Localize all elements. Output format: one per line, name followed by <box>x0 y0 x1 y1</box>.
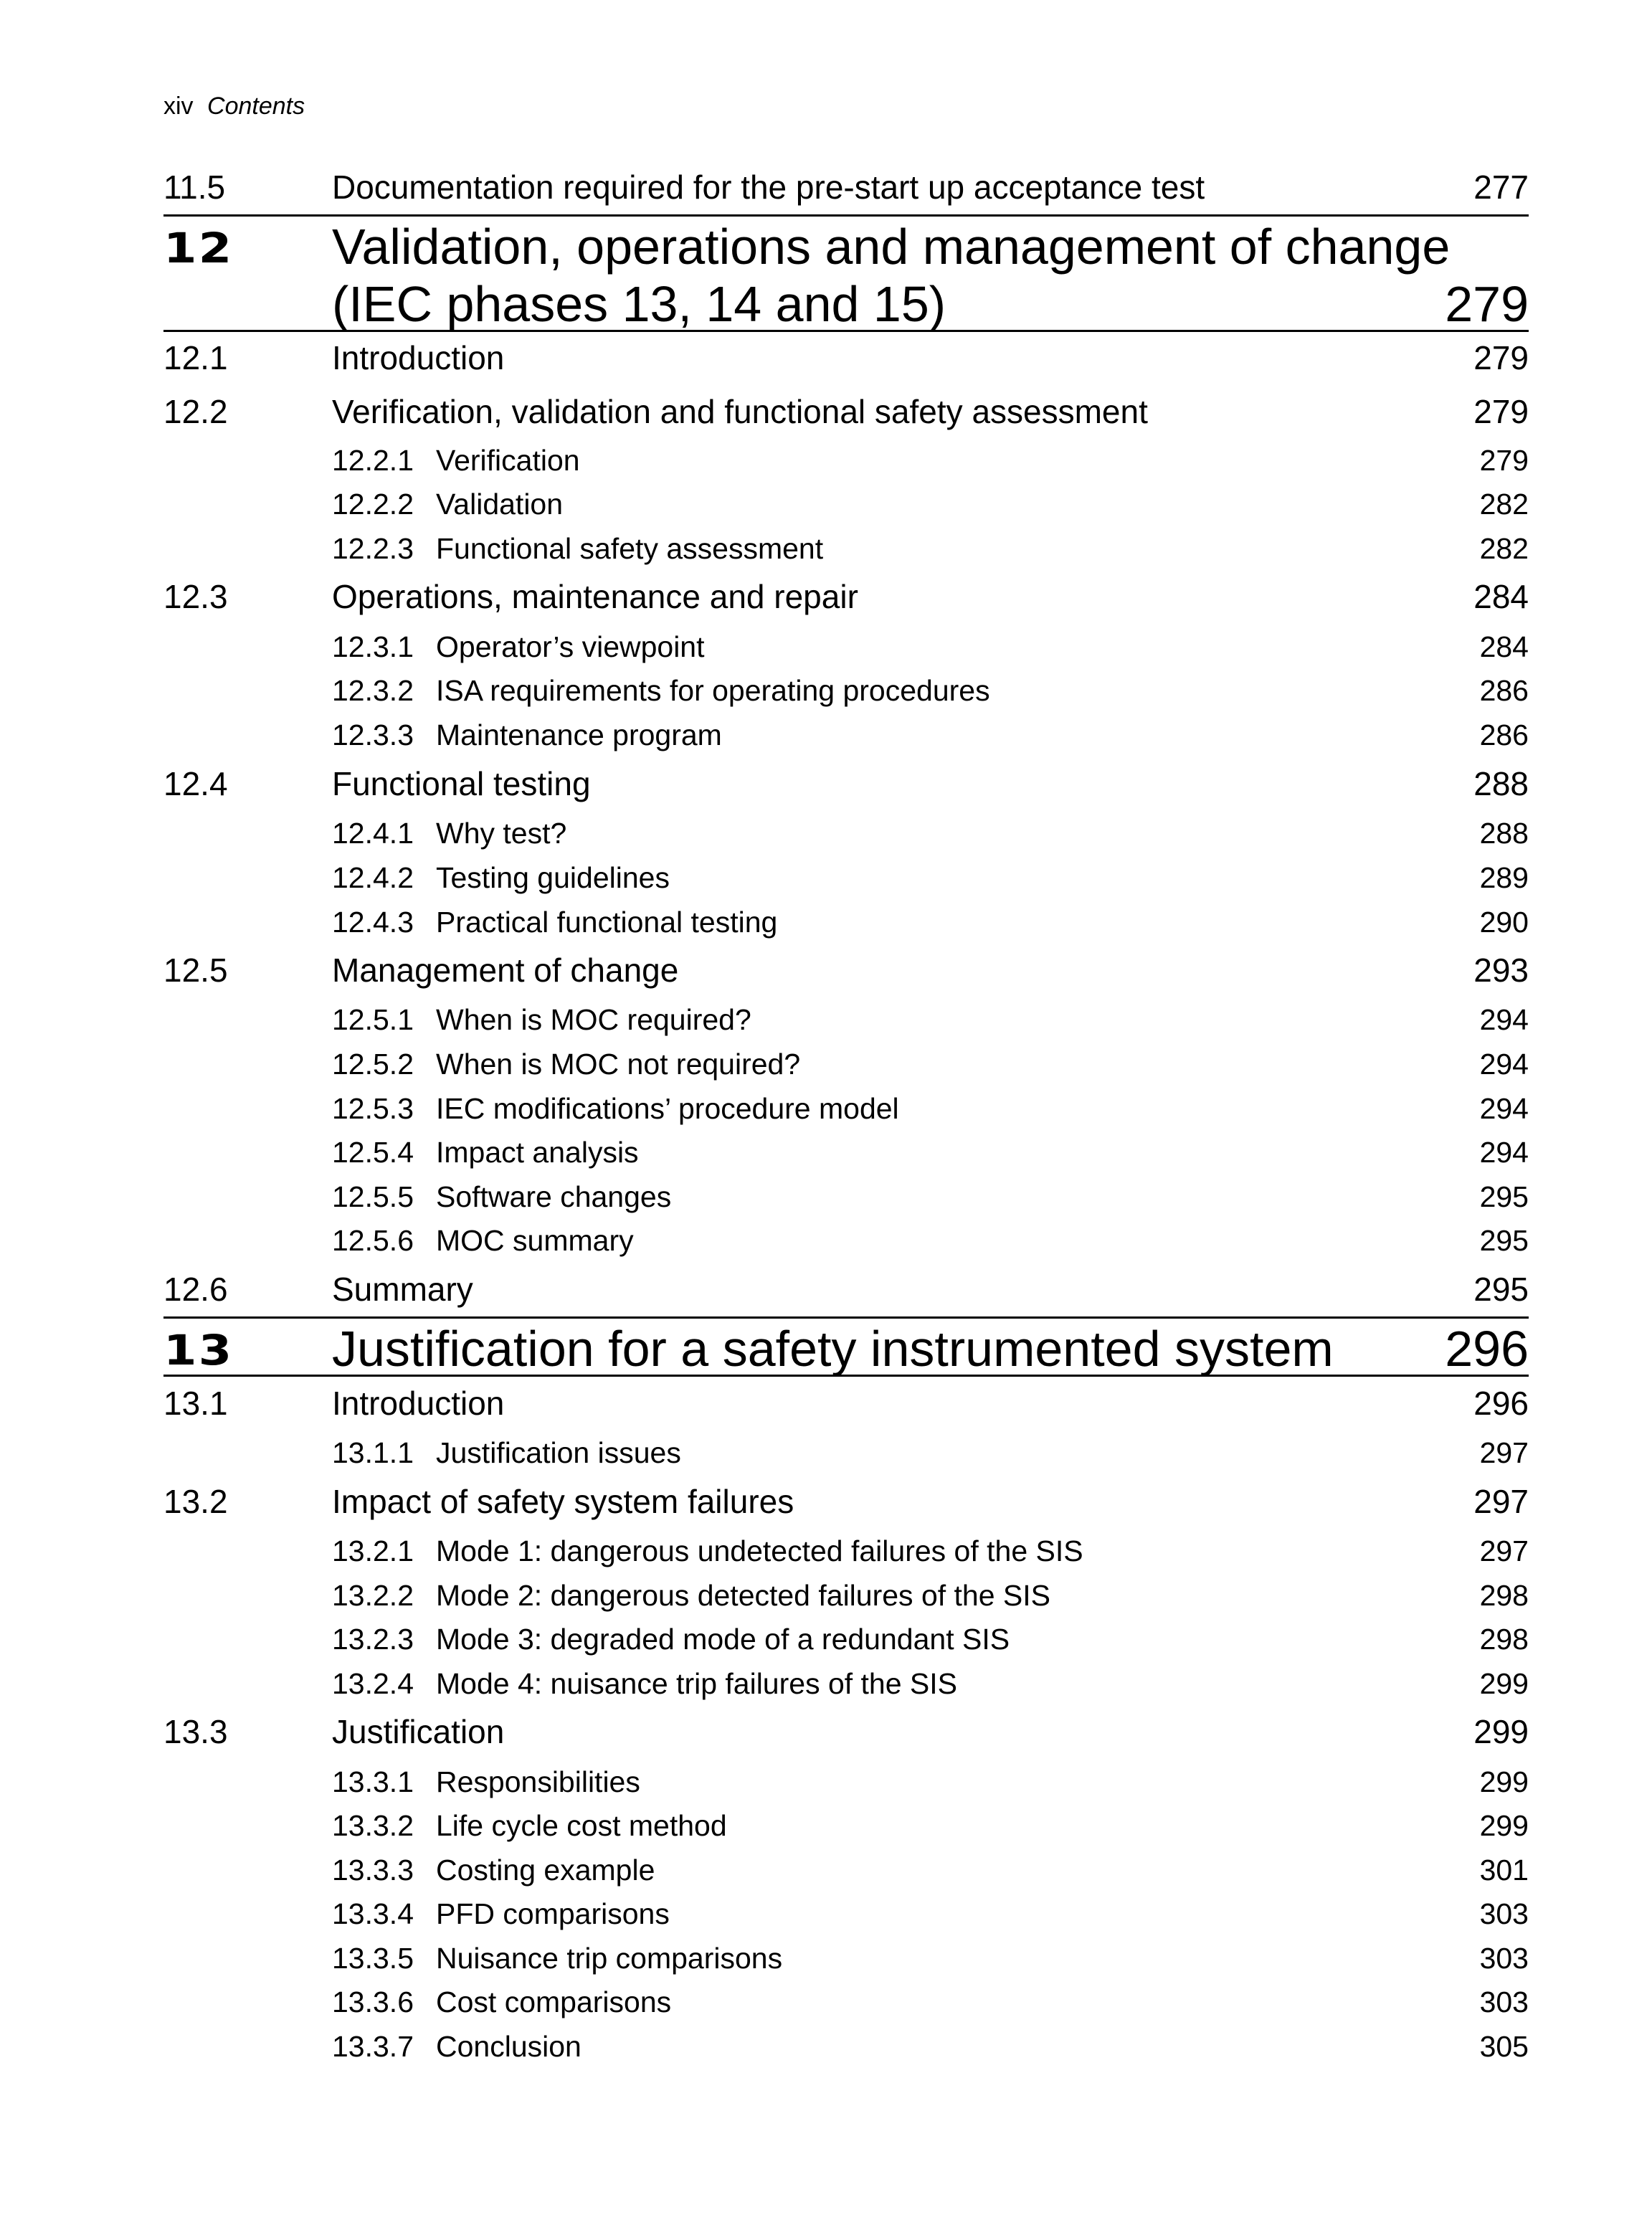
page-number: 297 <box>1479 1534 1529 1567</box>
subsection-title: Mode 4: nuisance trip failures of the SIS <box>436 1667 958 1700</box>
page-number: 284 <box>1479 630 1529 663</box>
subsection-number: 12.5.3 <box>332 1092 414 1125</box>
section-number: 12.4 <box>163 765 228 802</box>
section-title: Management of change <box>332 952 679 989</box>
subsection-number: 12.5.1 <box>332 1003 414 1036</box>
page-number: 293 <box>1473 952 1529 989</box>
subsection-title: Life cycle cost method <box>436 1809 727 1842</box>
page-number: 297 <box>1473 1483 1529 1520</box>
chapter-title-line-1: Validation, operations and management of change <box>332 219 1451 275</box>
page-number: 286 <box>1479 674 1529 707</box>
toc-subsection-13-3-6[interactable] <box>163 1980 1529 2023</box>
subsection-title: When is MOC not required? <box>436 1048 801 1081</box>
subsection-title: Software changes <box>436 1180 672 1213</box>
page-number: 279 <box>1479 444 1529 477</box>
page-number: 279 <box>1445 276 1529 332</box>
toc-subsection-12-3-1[interactable] <box>163 625 1529 668</box>
section-number: 12.1 <box>163 339 228 376</box>
page-number: 288 <box>1473 765 1529 802</box>
toc-subsection-12-5-2[interactable] <box>163 1043 1529 1086</box>
section-number: 12.6 <box>163 1271 228 1308</box>
section-title: Summary <box>332 1271 473 1308</box>
toc-section-12-4[interactable] <box>163 762 1529 805</box>
chapter-number: 12 <box>163 224 234 272</box>
subsection-title: Operator’s viewpoint <box>436 630 705 663</box>
toc-subsection-13-1-1[interactable] <box>163 1431 1529 1474</box>
page-number: 296 <box>1473 1385 1529 1422</box>
subsection-number: 12.5.2 <box>332 1048 414 1081</box>
toc-subsection-13-3-4[interactable] <box>163 1892 1529 1935</box>
page-number: 282 <box>1479 488 1529 521</box>
toc-subsection-12-5-4[interactable] <box>163 1131 1529 1174</box>
page-number: 284 <box>1473 578 1529 615</box>
toc-subsection-13-3-3[interactable] <box>163 1849 1529 1892</box>
toc-subsection-12-5-3[interactable] <box>163 1087 1529 1130</box>
page-number: 299 <box>1479 1809 1529 1842</box>
toc-subsection-12-2-2[interactable] <box>163 483 1529 526</box>
chapter-rule-top <box>163 214 1529 217</box>
subsection-title: Practical functional testing <box>436 906 778 939</box>
toc-subsection-13-3-2[interactable] <box>163 1804 1529 1847</box>
page-number: 282 <box>1479 532 1529 565</box>
subsection-title: Mode 1: dangerous undetected failures of the SIS <box>436 1534 1083 1567</box>
page-number: 303 <box>1479 1942 1529 1975</box>
subsection-number: 13.2.4 <box>332 1667 414 1700</box>
subsection-title: Why test? <box>436 817 567 850</box>
subsection-number: 13.1.1 <box>332 1436 414 1469</box>
subsection-number: 12.4.1 <box>332 817 414 850</box>
toc-section-12-6[interactable] <box>163 1268 1529 1311</box>
section-title: Justification <box>332 1713 505 1750</box>
toc-chapter-13[interactable] <box>163 1320 1529 1377</box>
toc-subsection-12-5-5[interactable] <box>163 1175 1529 1218</box>
running-head-title: Contents <box>207 92 305 120</box>
toc-chapter-12[interactable] <box>163 218 1529 333</box>
subsection-number: 13.3.1 <box>332 1765 414 1798</box>
page-number: 303 <box>1479 1985 1529 2018</box>
page-number: 279 <box>1473 393 1529 430</box>
section-number: 13.2 <box>163 1483 228 1520</box>
toc-subsection-12-5-6[interactable] <box>163 1219 1529 1262</box>
subsection-title: Maintenance program <box>436 718 722 751</box>
subsection-number: 12.5.6 <box>332 1224 414 1257</box>
subsection-title: Functional safety assessment <box>436 532 824 565</box>
page-number: 286 <box>1479 718 1529 751</box>
subsection-number: 12.4.3 <box>332 906 414 939</box>
subsection-number: 12.4.2 <box>332 861 414 894</box>
chapter-rule-bottom <box>163 1375 1529 1377</box>
subsection-number: 12.2.2 <box>332 488 414 521</box>
subsection-number: 13.3.4 <box>332 1897 414 1930</box>
chapter-rule-top <box>163 1316 1529 1319</box>
toc-section-12-2[interactable] <box>163 390 1529 433</box>
subsection-number: 13.2.1 <box>332 1534 414 1567</box>
page-number: 298 <box>1479 1623 1529 1656</box>
toc-section-13-3[interactable] <box>163 1710 1529 1753</box>
section-number: 11.5 <box>163 169 226 206</box>
subsection-title: PFD comparisons <box>436 1897 670 1930</box>
chapter-title <box>332 218 1450 333</box>
page-folio: xiv <box>163 92 194 120</box>
page-number: 295 <box>1473 1271 1529 1308</box>
page-number: 294 <box>1479 1003 1529 1036</box>
subsection-title: Impact analysis <box>436 1136 639 1169</box>
page-number: 277 <box>1473 169 1529 206</box>
section-number: 12.5 <box>163 952 228 989</box>
page-number: 299 <box>1479 1765 1529 1798</box>
page-number: 290 <box>1479 906 1529 939</box>
page-number: 295 <box>1479 1224 1529 1257</box>
subsection-title: When is MOC required? <box>436 1003 751 1036</box>
subsection-title: Verification <box>436 444 580 477</box>
toc-subsection-13-2-2[interactable] <box>163 1574 1529 1617</box>
section-number: 12.2 <box>163 393 228 430</box>
subsection-title: Testing guidelines <box>436 861 670 894</box>
section-title: Operations, maintenance and repair <box>332 578 858 615</box>
page-number: 294 <box>1479 1092 1529 1125</box>
toc-section-11-5[interactable] <box>163 166 1529 209</box>
subsection-title: Conclusion <box>436 2030 581 2063</box>
toc-subsection-13-2-1[interactable] <box>163 1529 1529 1572</box>
chapter-title: Justification for a safety instrumented system <box>332 1321 1334 1377</box>
page-number: 279 <box>1473 339 1529 376</box>
running-head <box>163 92 305 120</box>
subsection-title: Costing example <box>436 1854 655 1887</box>
subsection-number: 12.3.2 <box>332 674 414 707</box>
page-number: 301 <box>1479 1854 1529 1887</box>
subsection-number: 13.3.2 <box>332 1809 414 1842</box>
toc-subsection-12-3-2[interactable] <box>163 669 1529 712</box>
section-number: 12.3 <box>163 578 228 615</box>
page-number: 289 <box>1479 861 1529 894</box>
subsection-number: 12.3.1 <box>332 630 414 663</box>
page-number: 297 <box>1479 1436 1529 1469</box>
section-number: 13.3 <box>163 1713 228 1750</box>
subsection-title: Cost comparisons <box>436 1985 672 2018</box>
page-number: 294 <box>1479 1048 1529 1081</box>
subsection-title: Mode 3: degraded mode of a redundant SIS <box>436 1623 1010 1656</box>
toc-subsection-12-5-1[interactable] <box>163 998 1529 1041</box>
toc-section-12-5[interactable] <box>163 949 1529 992</box>
toc-subsection-12-4-3[interactable] <box>163 901 1529 944</box>
toc-section-13-1[interactable] <box>163 1382 1529 1425</box>
subsection-title: IEC modifications’ procedure model <box>436 1092 899 1125</box>
toc-subsection-12-4-2[interactable] <box>163 856 1529 899</box>
page-number: 288 <box>1479 817 1529 850</box>
section-title: Introduction <box>332 1385 505 1422</box>
page-number: 294 <box>1479 1136 1529 1169</box>
chapter-rule-bottom <box>163 330 1529 332</box>
subsection-title: MOC summary <box>436 1224 634 1257</box>
section-title: Impact of safety system failures <box>332 1483 794 1520</box>
subsection-number: 12.2.3 <box>332 532 414 565</box>
toc-subsection-13-2-3[interactable] <box>163 1618 1529 1661</box>
page-number: 296 <box>1445 1321 1529 1377</box>
toc-section-12-3[interactable] <box>163 575 1529 618</box>
page-number: 295 <box>1479 1180 1529 1213</box>
toc-subsection-12-4-1[interactable] <box>163 812 1529 855</box>
toc-subsection-12-2-1[interactable] <box>163 439 1529 482</box>
section-title: Verification, validation and functional safety assessment <box>332 393 1148 430</box>
subsection-number: 13.3.3 <box>332 1854 414 1887</box>
page-number: 298 <box>1479 1579 1529 1612</box>
toc-subsection-12-3-3[interactable] <box>163 713 1529 756</box>
subsection-number: 13.2.2 <box>332 1579 414 1612</box>
subsection-number: 12.3.3 <box>332 718 414 751</box>
chapter-number: 13 <box>163 1326 234 1375</box>
subsection-title: Mode 2: dangerous detected failures of the SIS <box>436 1579 1050 1612</box>
section-title: Introduction <box>332 339 505 376</box>
subsection-number: 13.2.3 <box>332 1623 414 1656</box>
subsection-title: Validation <box>436 488 564 521</box>
chapter-title-line-2: (IEC phases 13, 14 and 15) <box>332 276 946 332</box>
page-number: 299 <box>1479 1667 1529 1700</box>
toc-section-13-2[interactable] <box>163 1480 1529 1523</box>
subsection-number: 12.5.5 <box>332 1180 414 1213</box>
toc-subsection-13-3-7[interactable] <box>163 2025 1529 2068</box>
subsection-number: 13.3.5 <box>332 1942 414 1975</box>
page-number: 305 <box>1479 2030 1529 2063</box>
toc-subsection-12-2-3[interactable] <box>163 527 1529 570</box>
subsection-title: Nuisance trip comparisons <box>436 1942 783 1975</box>
section-title: Functional testing <box>332 765 591 802</box>
subsection-title: ISA requirements for operating procedures <box>436 674 990 707</box>
toc-subsection-13-3-5[interactable] <box>163 1937 1529 1980</box>
section-number: 13.1 <box>163 1385 228 1422</box>
subsection-number: 13.3.7 <box>332 2030 414 2063</box>
toc-section-12-1[interactable] <box>163 336 1529 379</box>
subsection-number: 13.3.6 <box>332 1985 414 2018</box>
section-title: Documentation required for the pre-start up acceptance test <box>332 169 1205 206</box>
toc-subsection-13-3-1[interactable] <box>163 1760 1529 1803</box>
toc-subsection-13-2-4[interactable] <box>163 1662 1529 1705</box>
subsection-number: 12.5.4 <box>332 1136 414 1169</box>
subsection-title: Responsibilities <box>436 1765 640 1798</box>
page-number: 299 <box>1473 1713 1529 1750</box>
subsection-number: 12.2.1 <box>332 444 414 477</box>
page-number: 303 <box>1479 1897 1529 1930</box>
subsection-title: Justification issues <box>436 1436 681 1469</box>
